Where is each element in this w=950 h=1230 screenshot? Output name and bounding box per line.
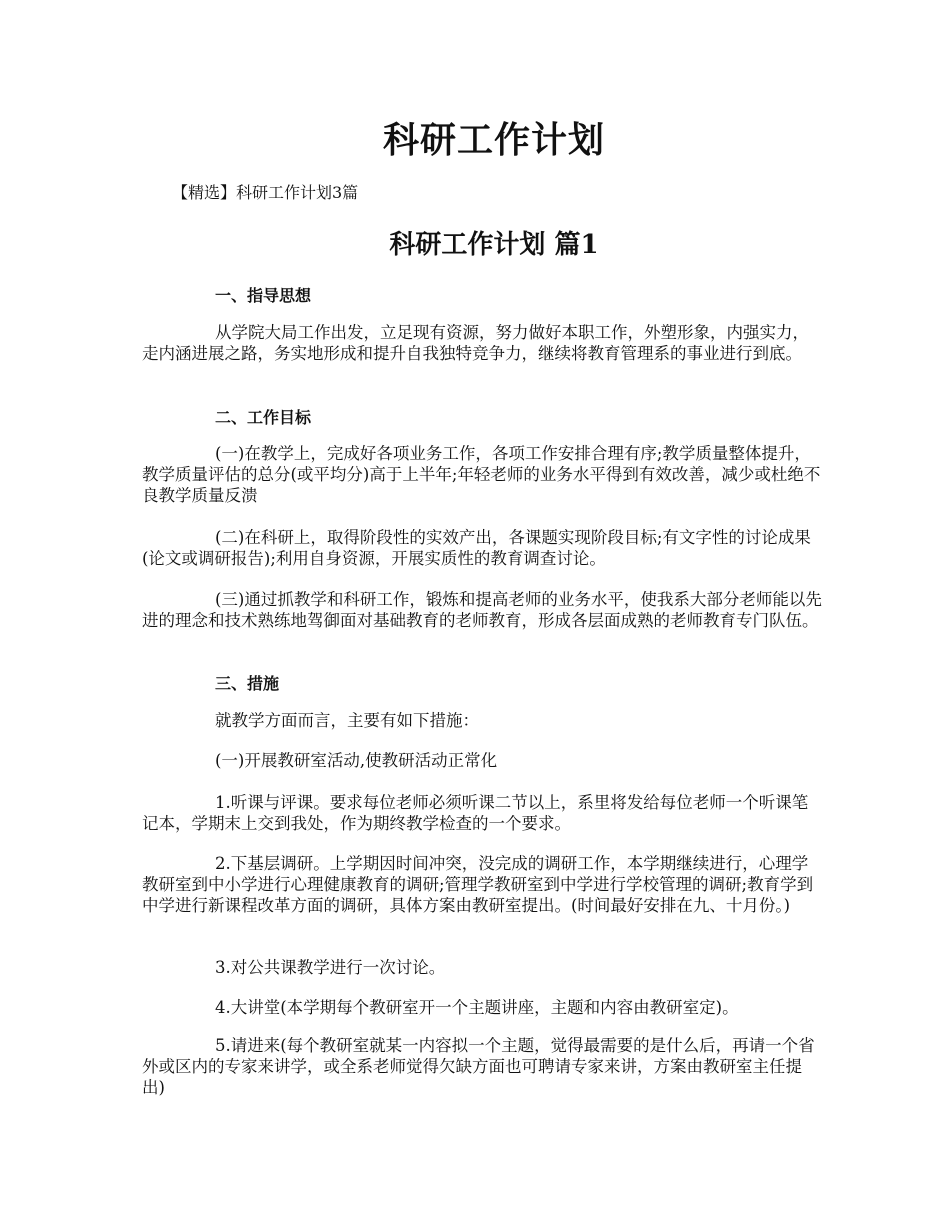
section-heading-guiding-ideology: 一、指导思想	[215, 286, 312, 305]
document-title: 科研工作计划	[382, 119, 605, 161]
paragraph-goal-research: (二)在科研上，取得阶段性的实效产出，各课题实现阶段目标;有文字性的讨论成果(论文或调研报告);利用自身资源，开展实质性的教育调查讨论。	[142, 528, 811, 568]
selected-collection-line: 【精选】科研工作计划3篇	[172, 183, 359, 202]
paragraph-item-lecture-hall: 4.大讲堂(本学期每个教研室开一个主题讲座，主题和内容由教研室定)。	[215, 998, 739, 1017]
paragraph-measures-intro: 就教学方面而言，主要有如下措施：	[215, 711, 479, 730]
paragraph-guiding-ideology: 从学院大局工作出发，立足现有资源，努力做好本职工作，外塑形象，内强实力，走内涵进展之路，务实地形成和提升自我独特竞争力，继续将教育管理系的事业进行到底。	[142, 323, 809, 363]
paragraph-item-public-course: 3.对公共课教学进行一次讨论。	[215, 958, 446, 977]
paragraph-goal-teacher-quality: (三)通过抓教学和科研工作，锻炼和提高老师的业务水平，使我系大部分老师能以先进的理念和技术熟练地驾御面对基础教育的老师教育，形成各层面成熟的老师教育专门队伍。	[142, 590, 822, 630]
paragraph-item-field-research: 2.下基层调研。上学期因时间冲突，没完成的调研工作，本学期继续进行，心理学教研室到中小学进行心理健康教育的调研;管理学教研室到中学进行学校管理的调研;教育学到中学进行新课程改革方面的调研，具体方案由教研室提出。(时间最好安排在九、十月份。)	[142, 854, 814, 915]
article-subtitle: 科研工作计划 篇1	[389, 230, 599, 260]
paragraph-goal-teaching: (一)在教学上，完成好各项业务工作，各项工作安排合理有序;教学质量整体提升，教学质量评估的总分(或平均分)高于上半年;年轻老师的业务水平得到有效改善，减少或杜绝不良教学质量反溃	[142, 444, 821, 505]
paragraph-item-lesson-observation: 1.听课与评课。要求每位老师必须听课二节以上，系里将发给每位老师一个听课笔记本，学期末上交到我处，作为期终教学检查的一个要求。	[142, 793, 809, 833]
section-heading-work-goals: 二、工作目标	[215, 408, 312, 427]
paragraph-item-invite-experts: 5.请进来(每个教研室就某一内容拟一个主题，觉得最需要的是什么后，再请一个省外或区内的专家来讲学，或全系老师觉得欠缺方面也可聘请专家来讲，方案由教研室主任提出)	[142, 1036, 815, 1097]
section-heading-measures: 三、措施	[215, 674, 280, 693]
paragraph-measure-teaching-research: (一)开展教研室活动,使教研活动正常化	[215, 751, 498, 770]
